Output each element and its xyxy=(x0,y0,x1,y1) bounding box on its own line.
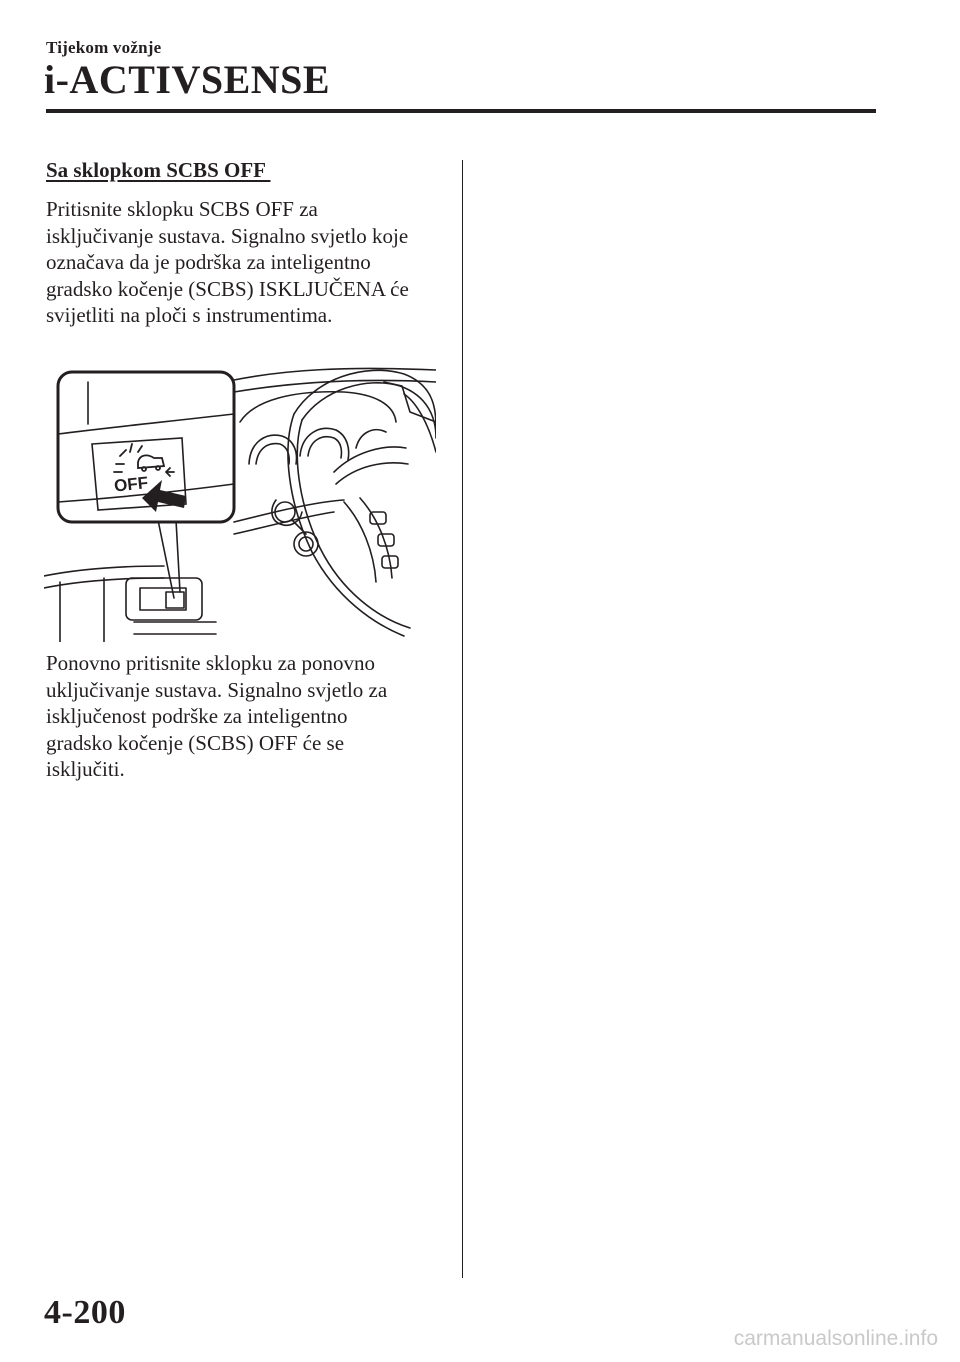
off-label: OFF xyxy=(113,473,149,496)
paragraph-line: isključiti. xyxy=(46,757,125,782)
paragraph-line: isključenost podrške za inteligentno xyxy=(46,704,348,729)
chapter-title: i-ACTIVSENSE xyxy=(44,57,331,102)
paragraph-switch-on xyxy=(46,650,446,783)
paragraph-line: označava da je podrška za inteligentno xyxy=(46,250,371,275)
steering-wheel xyxy=(294,370,436,432)
paragraph-line: svijetliti na ploči s instrumentima. xyxy=(46,303,333,328)
paragraph-line: isključivanje sustava. Signalno svjetlo koje xyxy=(46,223,409,248)
gauge-right xyxy=(356,430,386,448)
paragraph-line: gradsko kočenje (SCBS) OFF će se xyxy=(46,730,345,755)
paragraph-line: Ponovno pritisnite sklopku za ponovno xyxy=(46,651,375,675)
header-rule xyxy=(46,109,876,113)
paragraph-line: uključivanje sustava. Signalno svjetlo za xyxy=(46,677,388,702)
paragraph-switch-off xyxy=(46,196,446,329)
page-number: 4-200 xyxy=(44,1294,126,1331)
center-console-switch-panel xyxy=(126,578,202,620)
scbs-off-switch-small xyxy=(166,592,184,608)
scbs-switch-illustration xyxy=(44,352,436,642)
leader-line xyxy=(158,520,174,598)
paragraph-line: gradsko kočenje (SCBS) ISKLJUČENA će xyxy=(46,276,409,301)
leader-line xyxy=(176,520,180,592)
paragraph-line: Pritisnite sklopku SCBS OFF za xyxy=(46,197,318,221)
column-divider xyxy=(462,160,463,1278)
section-label: Tijekom vožnje xyxy=(46,38,162,57)
instrument-cluster xyxy=(240,392,396,422)
watermark: carmanualsonline.info xyxy=(733,1327,938,1350)
subheading: Sa sklopkom SCBS OFF xyxy=(46,158,271,182)
